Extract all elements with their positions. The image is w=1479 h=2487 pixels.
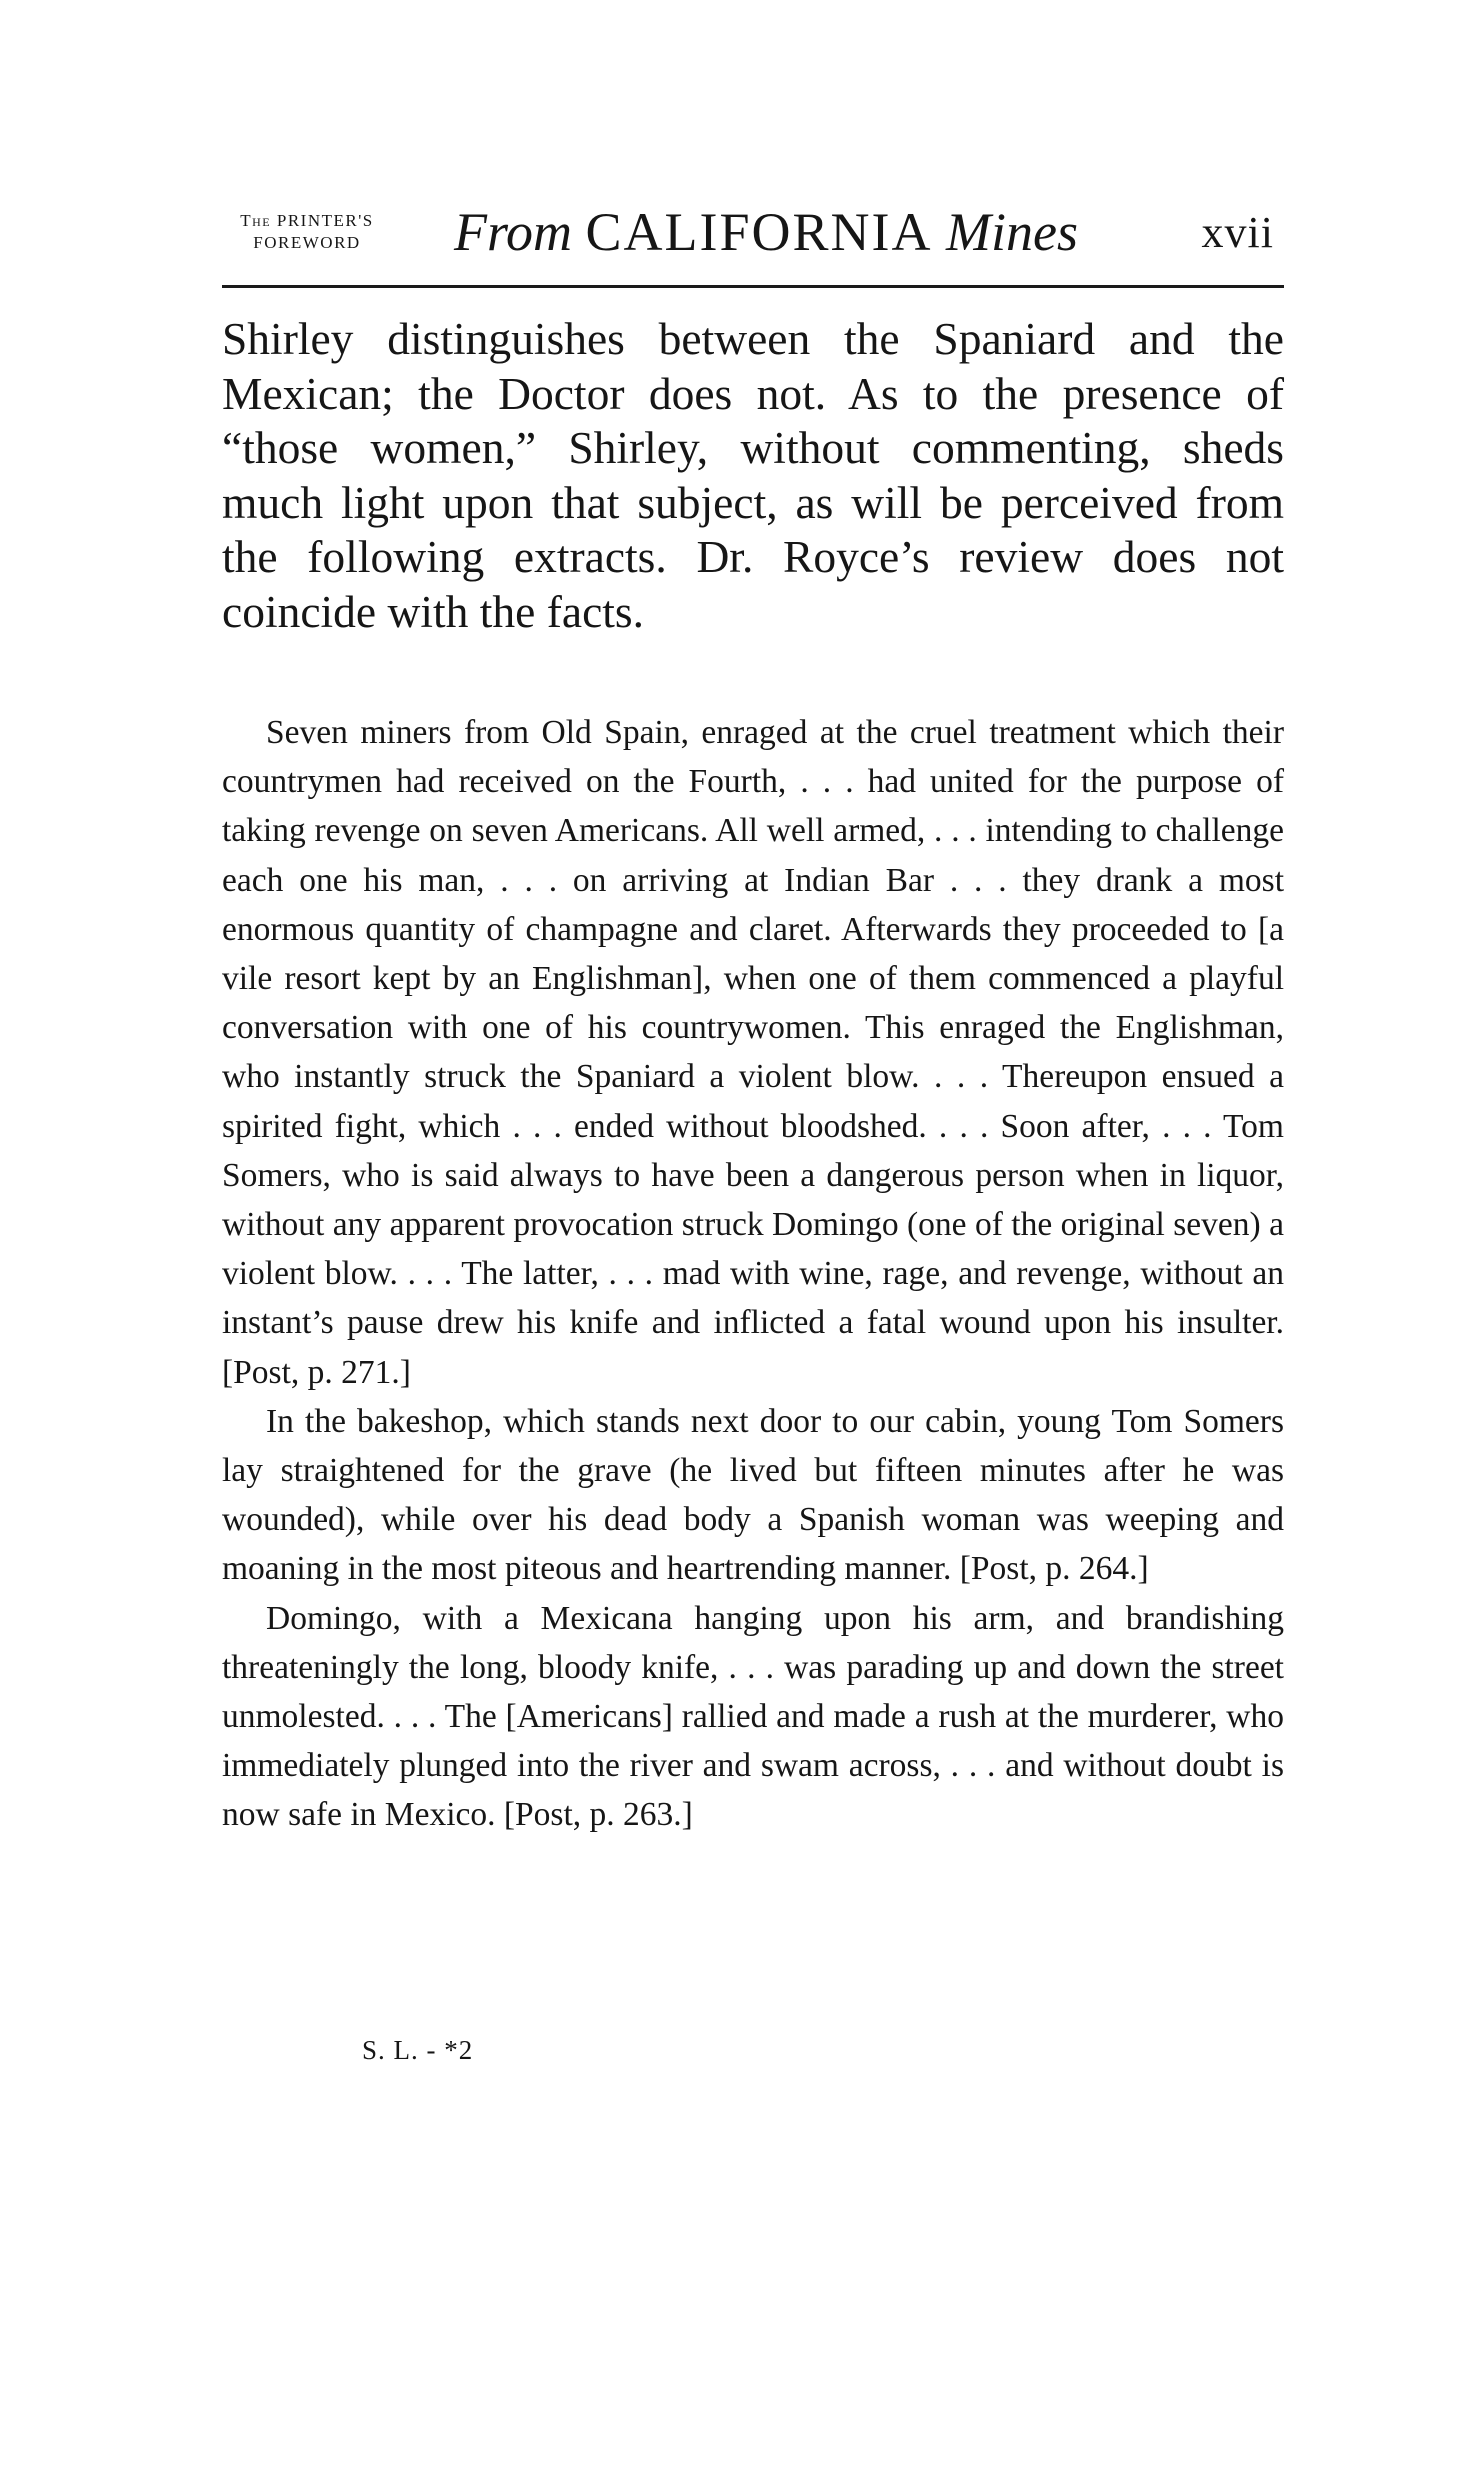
- lead-paragraph: Shirley distinguishes between the Spaniard and the Mexican; the Doctor does not. As to the presence of “those women,” Shirley, without commenting, sheds much light upon that subject, as will be perceived from the following extracts. Dr. Royce’s review does not coincide with the facts.: [222, 313, 1284, 637]
- running-title-from: From: [454, 202, 572, 262]
- running-title-mines: Mines: [946, 202, 1078, 262]
- signature-mark: S. L. - *2: [362, 2035, 474, 2065]
- page-header: [222, 196, 1284, 286]
- extract-paragraph: Domingo, with a Mexicana hanging upon his arm, and brandishing threateningly the long, bloody knife, . . . was parading up and down the street unmolested. . . . The [Americans] rallied and made a rush at the murderer, who immediately plunged into the river and swam across, . . . and without doubt is now safe in Mexico. [Post, p. 263.]: [222, 1599, 1284, 1834]
- running-title: [454, 196, 1114, 268]
- header-rule: [222, 285, 1284, 288]
- page-number: xvii: [1201, 208, 1274, 257]
- extract-paragraph: In the bakeshop, which stands next door to our cabin, young Tom Somers lay straightened for the grave (he lived but fifteen minutes after he was wounded), while over his dead body a Spanish woman was weeping and moaning in the most piteous and heartrending manner. [Post, p. 264.]: [222, 1402, 1284, 1588]
- running-head-line-1: The PRINTER'S: [240, 211, 374, 230]
- running-title-california: CALIFORNIA: [585, 202, 933, 262]
- extracts-block: [222, 708, 1284, 1840]
- running-head: [222, 210, 392, 254]
- running-head-line-2: FOREWORD: [253, 233, 361, 252]
- extract-paragraph: Seven miners from Old Spain, enraged at the cruel treatment which their countrymen had received on the Fourth, . . . had united for the purpose of taking revenge on seven Americans. All well armed, . . . intending to challenge each one his man, . . . on arriving at Indian Bar . . . they drank a most enormous quantity of champagne and claret. Afterwards they proceeded to [a vile resort kept by an Englishman], when one of them commenced a playful conversation with one of his countrywomen. This enraged the Englishman, who instantly struck the Spaniard a violent blow. . . . Thereupon ensued a spirited fight, which . . . ended without bloodshed. . . . Soon after, . . . Tom Somers, who is said always to have been a dangerous person when in liquor, without any apparent provocation struck Domingo (one of the original seven) a violent blow. . . . The latter, . . . mad with wine, rage, and revenge, without an instant’s pause drew his knife and inflicted a fatal wound upon his insulter. [Post, p. 271.]: [222, 714, 1284, 1391]
